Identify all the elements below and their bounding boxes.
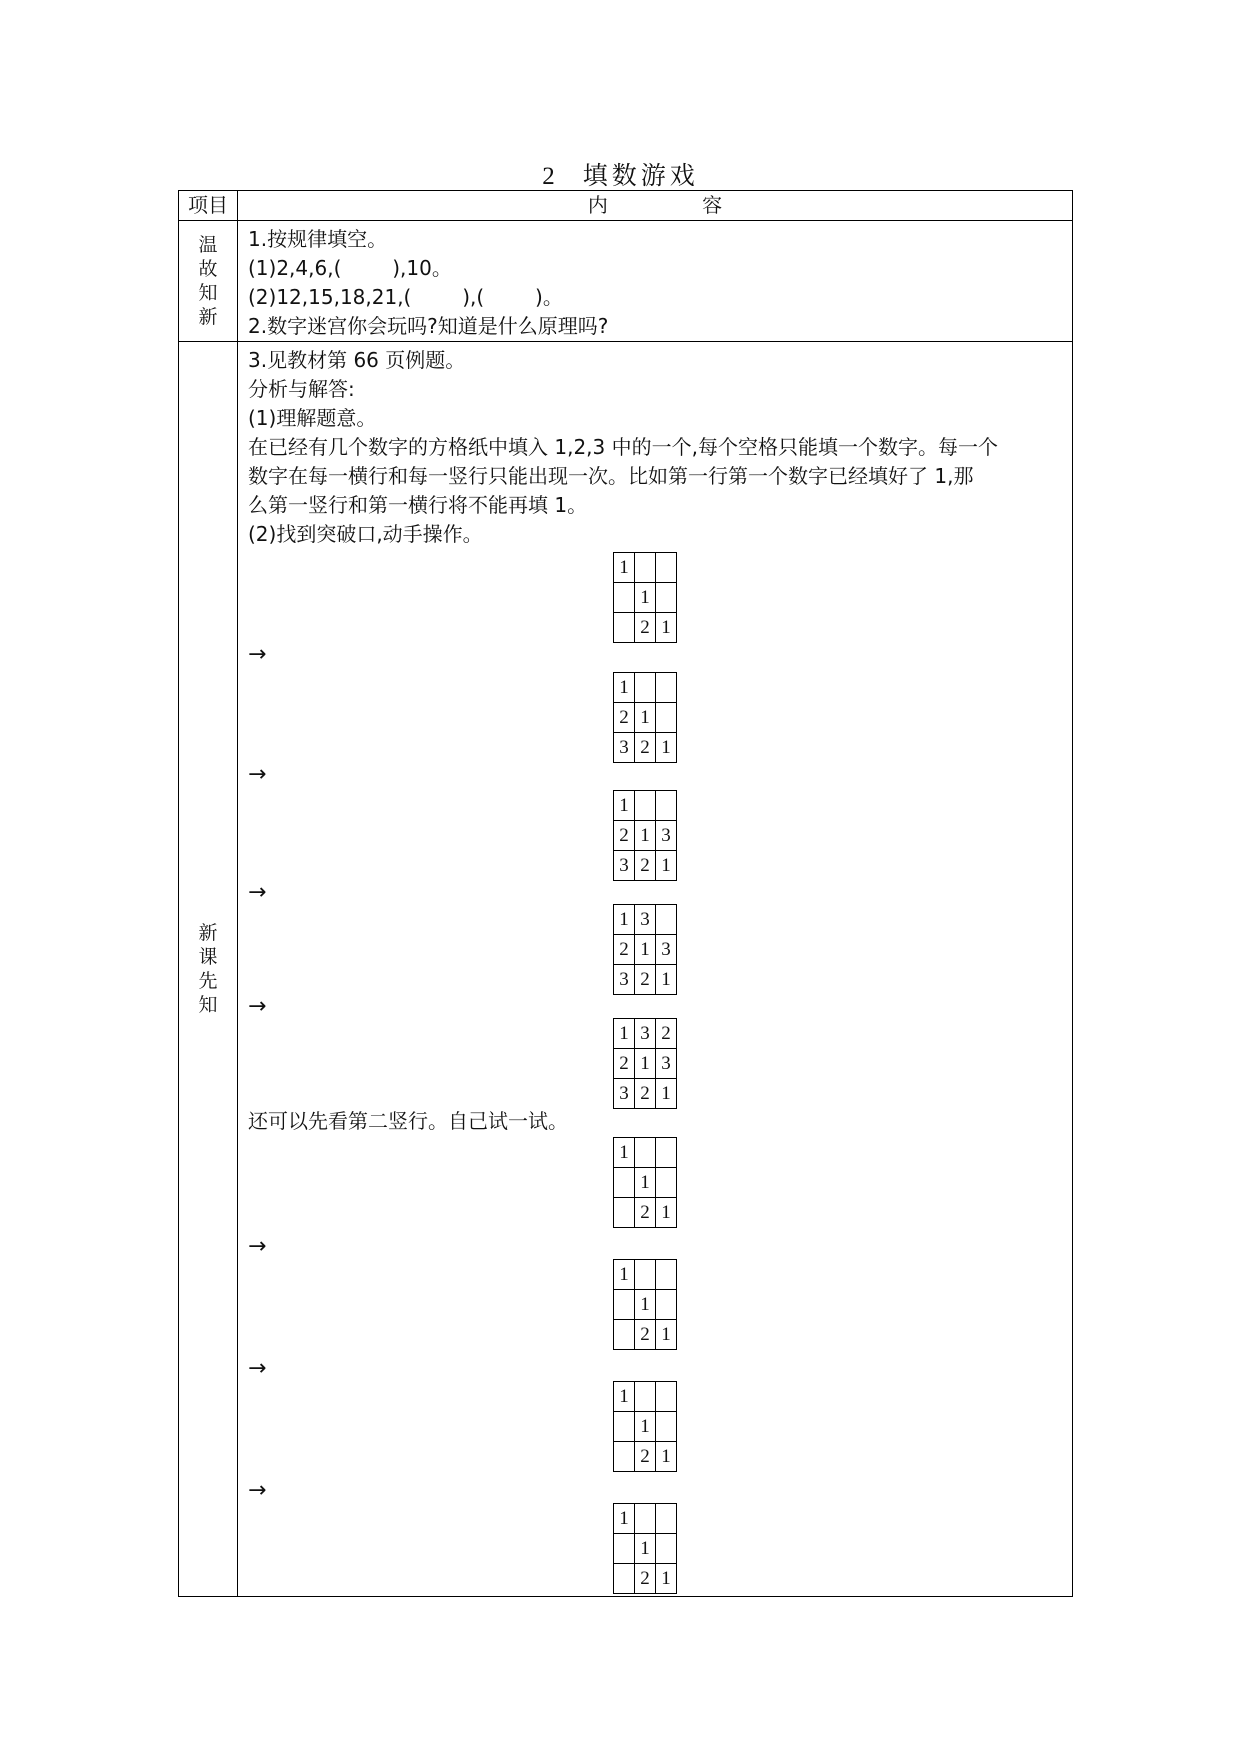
grid-cell: 2 (614, 703, 635, 733)
text-line: 在已经有几个数字的方格纸中填入 1,2,3 中的一个,每个空格只能填一个数字。每一个 (248, 435, 998, 459)
grid-cell (656, 1534, 677, 1564)
grid-cell: 1 (635, 1168, 656, 1198)
grid-cell: 1 (635, 821, 656, 851)
grid-cell (614, 583, 635, 613)
review-label: 温故知新 (198, 234, 218, 328)
grid-cell (635, 791, 656, 821)
grid-cell: 1 (614, 1138, 635, 1168)
grid-cell (614, 1564, 635, 1594)
grid-cell: 1 (635, 1049, 656, 1079)
grid-cell: 1 (656, 1198, 677, 1228)
review-row (179, 221, 1073, 342)
grid-cell (656, 1504, 677, 1534)
grid-cell (635, 553, 656, 583)
text-line: 3.见教材第 66 页例题。 (248, 348, 466, 372)
preview-label-cell (179, 342, 238, 1597)
grid-cell (656, 905, 677, 935)
grid-cell: 1 (656, 1442, 677, 1472)
header-content: 内 容 (238, 191, 1073, 221)
number-grid (613, 1259, 677, 1350)
grid-cell: 1 (635, 583, 656, 613)
grid-cell: 1 (656, 613, 677, 643)
grid-cell: 2 (635, 1079, 656, 1109)
next-step-arrow: → (248, 994, 267, 1019)
grid-cell: 2 (635, 613, 656, 643)
grid-cell (656, 1138, 677, 1168)
grid-cell: 2 (635, 1198, 656, 1228)
grid-cell: 1 (656, 1079, 677, 1109)
page-title (0, 156, 1241, 192)
grid-cell (614, 1290, 635, 1320)
grid-cell (635, 673, 656, 703)
grid-cell (614, 1198, 635, 1228)
lesson-title: 填数游戏 (582, 161, 699, 190)
number-grid (613, 790, 677, 881)
grid-cell: 1 (635, 935, 656, 965)
grid-cell: 1 (614, 553, 635, 583)
grid-cell: 1 (614, 1382, 635, 1412)
review-content (238, 221, 1073, 342)
text-line: 么第一竖行和第一横行将不能再填 1。 (248, 493, 588, 517)
grid-cell: 1 (635, 1412, 656, 1442)
number-grid (613, 1018, 677, 1109)
grid-cell: 2 (635, 965, 656, 995)
next-step-arrow: → (248, 1356, 267, 1381)
grid-cell: 1 (635, 1290, 656, 1320)
text-line: 数字在每一横行和每一竖行只能出现一次。比如第一行第一个数字已经填好了 1,那 (248, 464, 974, 488)
grid-cell (656, 703, 677, 733)
grid-cell (656, 673, 677, 703)
preview-label: 新课先知 (198, 922, 218, 1016)
text-line: 1.按规律填空。 (248, 227, 388, 251)
text-line: (2)12,15,18,21,( ),( )。 (248, 285, 563, 309)
grid-cell (614, 1320, 635, 1350)
number-grid (613, 1137, 677, 1228)
grid-cell: 2 (635, 1320, 656, 1350)
grid-cell: 3 (635, 905, 656, 935)
grid-cell: 3 (635, 1019, 656, 1049)
text-line: (2)找到突破口,动手操作。 (248, 522, 483, 546)
grid-cell (614, 1412, 635, 1442)
preview-content (238, 342, 1073, 1597)
grid-cell: 2 (635, 733, 656, 763)
grid-cell (635, 1138, 656, 1168)
lesson-table (178, 190, 1073, 1597)
grid-cell: 2 (635, 1564, 656, 1594)
grid-cell: 3 (656, 1049, 677, 1079)
grid-cell: 2 (614, 1049, 635, 1079)
grid-cell: 2 (614, 935, 635, 965)
grid-cell: 3 (614, 851, 635, 881)
number-grid (613, 552, 677, 643)
grid-cell: 1 (614, 673, 635, 703)
grid-cell: 1 (614, 1019, 635, 1049)
grid-cell: 1 (656, 965, 677, 995)
grid-cell (656, 1382, 677, 1412)
grid-cell: 1 (614, 1504, 635, 1534)
grid-cell (614, 613, 635, 643)
grid-cell: 3 (614, 733, 635, 763)
grid-cell (656, 553, 677, 583)
grid-cell: 1 (656, 733, 677, 763)
grid-cell (656, 583, 677, 613)
number-grid (613, 672, 677, 763)
grid-cell: 1 (614, 905, 635, 935)
try-note: 还可以先看第二竖行。自己试一试。 (248, 1109, 568, 1133)
grid-cell (656, 1290, 677, 1320)
text-line: (1)理解题意。 (248, 406, 377, 430)
grid-cell: 2 (656, 1019, 677, 1049)
grid-cell (635, 1382, 656, 1412)
grid-cell (614, 1442, 635, 1472)
grid-cell (656, 791, 677, 821)
grid-cell: 3 (614, 965, 635, 995)
next-step-arrow: → (248, 762, 267, 787)
grid-cell (614, 1168, 635, 1198)
grid-cell (656, 1260, 677, 1290)
grid-cell: 3 (614, 1079, 635, 1109)
grid-cell: 2 (635, 1442, 656, 1472)
text-line: 2.数字迷宫你会玩吗?知道是什么原理吗? (248, 314, 609, 338)
grid-cell: 1 (614, 1260, 635, 1290)
header-item: 项目 (179, 191, 238, 221)
number-grid (613, 904, 677, 995)
next-step-arrow: → (248, 1478, 267, 1503)
grid-cell: 1 (614, 791, 635, 821)
grid-cell: 1 (635, 703, 656, 733)
grid-cell (656, 1168, 677, 1198)
grid-cell: 1 (656, 1564, 677, 1594)
grid-cell (656, 1412, 677, 1442)
grid-cell: 1 (656, 851, 677, 881)
grid-cell: 2 (635, 851, 656, 881)
lesson-number: 2 (542, 163, 559, 190)
grid-cell: 3 (656, 821, 677, 851)
review-label-cell (179, 221, 238, 342)
grid-cell (635, 1260, 656, 1290)
next-step-arrow: → (248, 1234, 267, 1259)
text-line: (1)2,4,6,( ),10。 (248, 256, 452, 280)
table-header-row (179, 191, 1073, 221)
number-grid (613, 1381, 677, 1472)
number-grid (613, 1503, 677, 1594)
grid-cell (635, 1504, 656, 1534)
next-step-arrow: → (248, 642, 267, 667)
grid-cell (614, 1534, 635, 1564)
grid-cell: 3 (656, 935, 677, 965)
preview-area (238, 342, 1072, 1594)
text-line: 分析与解答: (248, 377, 355, 401)
grid-cell: 1 (656, 1320, 677, 1350)
grid-cell: 1 (635, 1534, 656, 1564)
preview-row (179, 342, 1073, 1597)
next-step-arrow: → (248, 880, 267, 905)
review-lines (238, 221, 1072, 341)
grid-cell: 2 (614, 821, 635, 851)
